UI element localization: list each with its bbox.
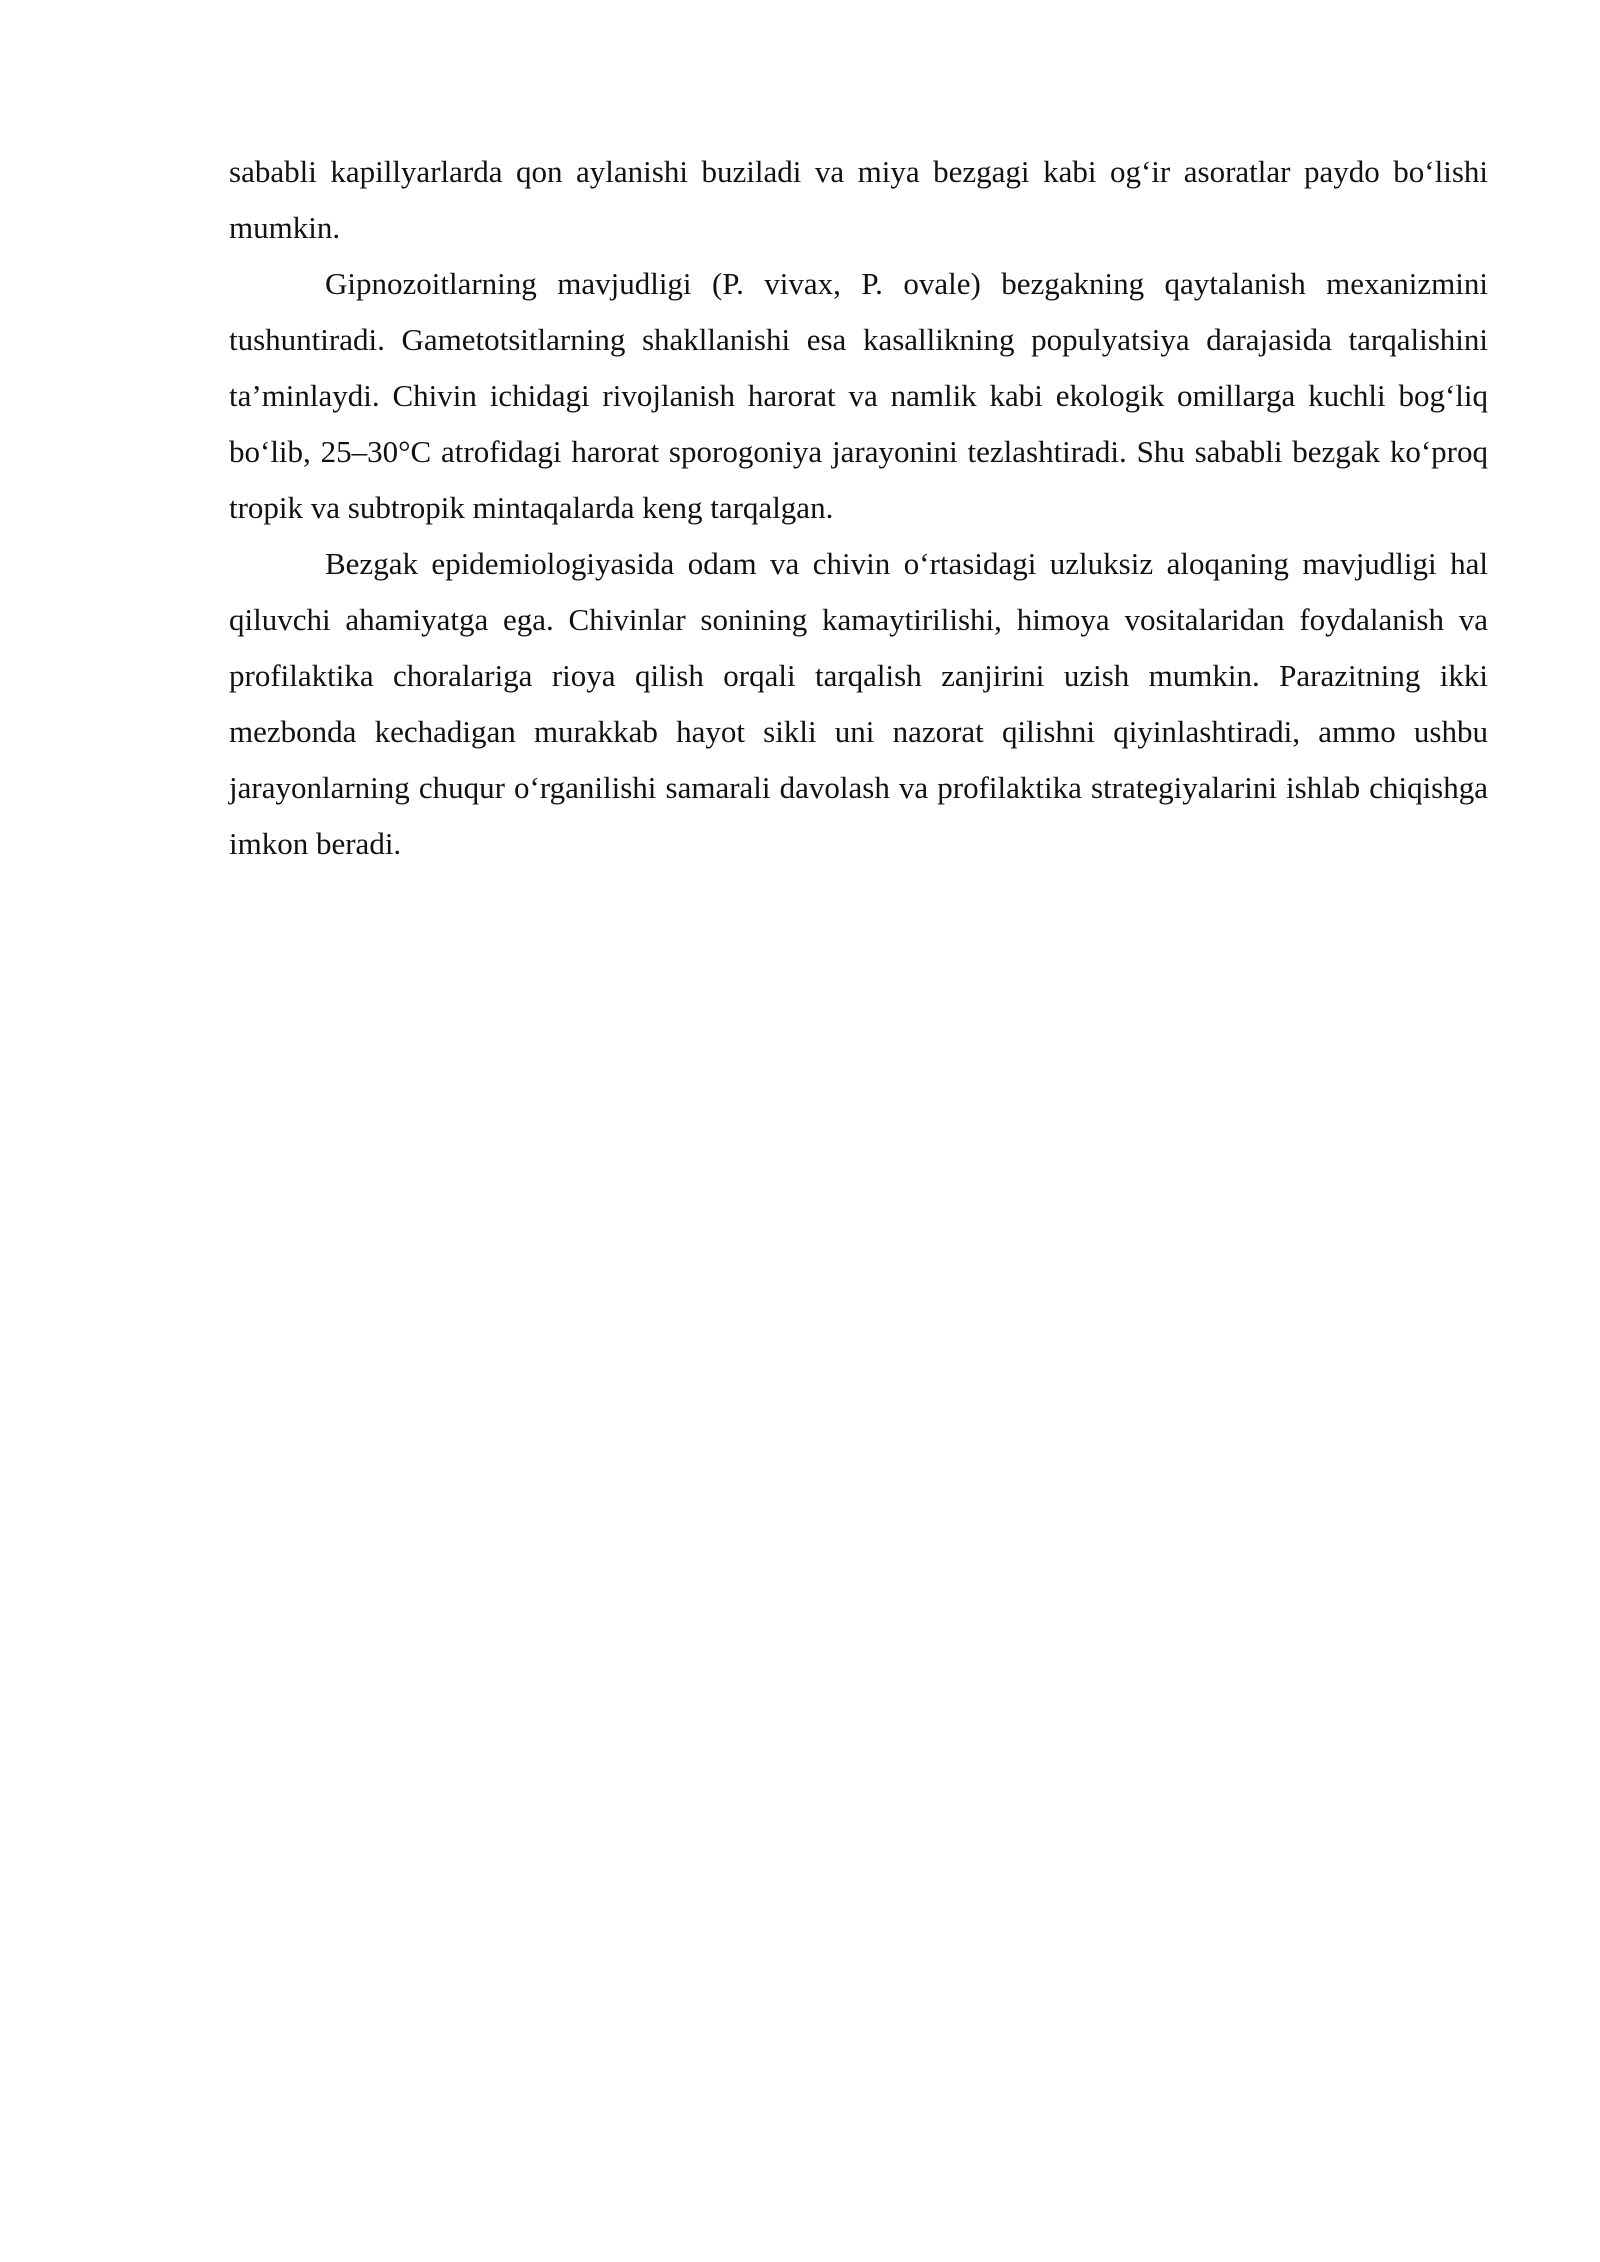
document-body bbox=[229, 144, 1488, 872]
paragraph-continuation: sababli kapillyarlarda qon aylanishi buziladi va miya bezgagi kabi og‘ir asoratlar paydo bo‘lishi mumkin. bbox=[229, 154, 1488, 245]
paragraph-epidemiology: Bezgak epidemiologiyasida odam va chivin o‘rtasidagi uzluksiz aloqaning mavjudligi hal qiluvchi ahamiyatga ega. Chivinlar sonining kamaytirilishi, himoya vositalaridan foydalanish va profilaktika choralariga rioya qilish orqali tarqalish zanjirini uzish mumkin. Parazitning ikki mezbonda kechadigan murakkab hayot sikli uni nazorat qilishni qiyinlashtiradi, ammo ushbu jarayonlarning chuqur o‘rganilishi samarali davolash va profilaktika strategiyalarini ishlab chiqishga imkon beradi. bbox=[229, 546, 1488, 861]
paragraph-hypnozoites: Gipnozoitlarning mavjudligi (P. vivax, P. ovale) bezgakning qaytalanish mexanizmini tushuntiradi. Gametotsitlarning shakllanishi esa kasallikning populyatsiya darajasida tarqalishini ta’minlaydi. Chivin ichidagi rivojlanish harorat va namlik kabi ekologik omillarga kuchli bog‘liq bo‘lib, 25–30°C atrofidagi harorat sporogoniya jarayonini tezlashtiradi. Shu sababli bezgak ko‘proq tropik va subtropik mintaqalarda keng tarqalgan. bbox=[229, 266, 1488, 525]
